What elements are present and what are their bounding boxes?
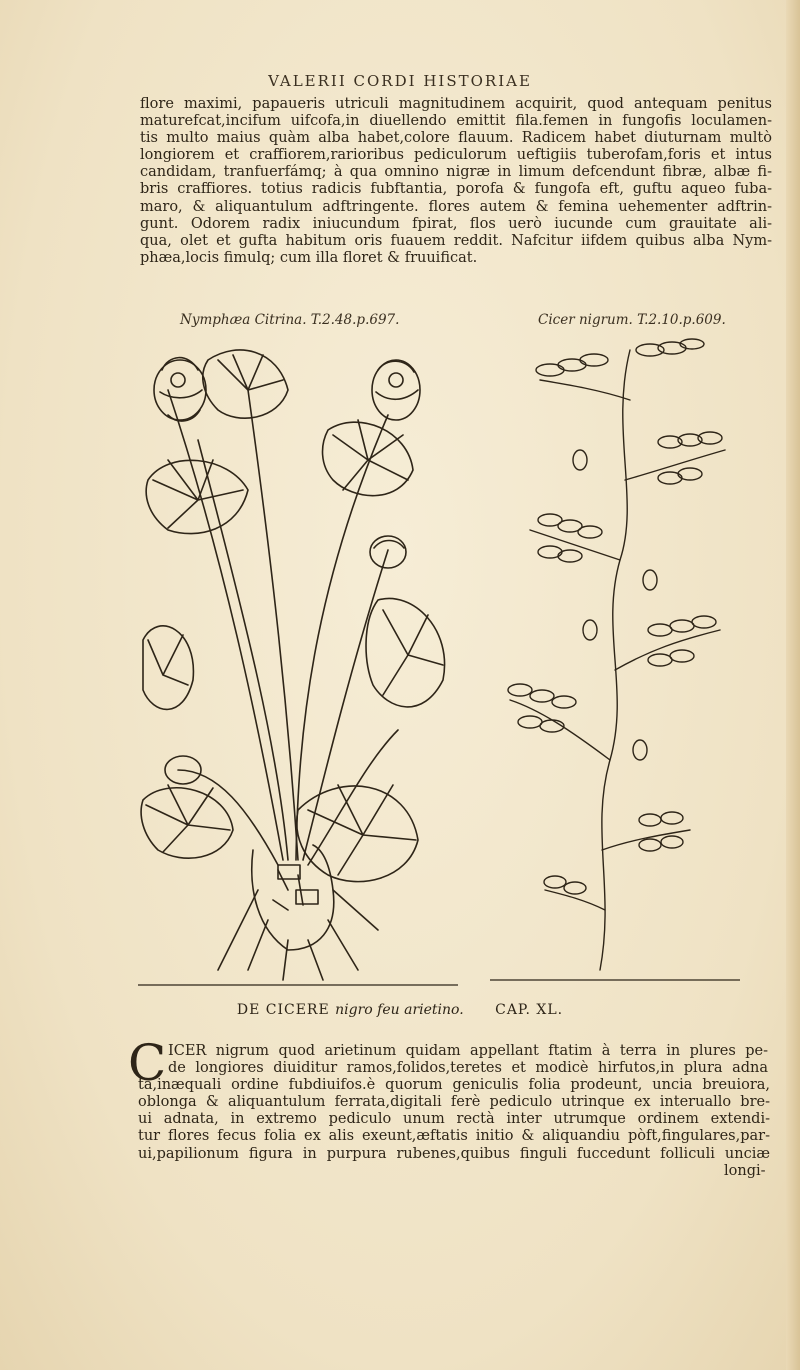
- text-line: ta,inæquali ordine fubdiuifos.è quorum geniculis folia prodeunt, uncia breuiora,: [138, 1077, 770, 1094]
- text-line: ui,papilionum figura in purpura rubenes,quibus finguli fuccedunt folliculi unciæ: [138, 1145, 770, 1162]
- root-mass: [218, 845, 378, 980]
- text-line: ui adnata, in extremo pediculo unum rectà inter utrumque ordinem extendi-: [138, 1111, 770, 1128]
- text-line: candidam, tranfuerfámq; à qua omnino nigræ in limum defcendunt fibræ, albæ fi-: [140, 164, 772, 181]
- text-line: qua, olet et gufta habitum oris fuauem reddit. Nafcitur iifdem quibus alba Nym-: [140, 232, 772, 249]
- catchword: longi-: [724, 1163, 766, 1179]
- chapter-title: DE CICERE: [236, 1002, 330, 1018]
- text-line: gunt. Odorem radix iniucundum fpirat, flos uerò iucunde cum grauitate ali-: [140, 215, 772, 232]
- paragraph-1: [140, 96, 772, 267]
- text-line: longiorem et craffiorem,rarioribus pediculorum ueftigiis tuberofam,foris et intus: [140, 147, 772, 164]
- text-line: maturefcat,incifum uifcofa,in diuellendo emittit fila.femen in fungofis loculamen-: [140, 113, 772, 130]
- text-line: maro, & aliquantulum adftringente. flores autem & femina uehementer adftrin-: [140, 198, 772, 215]
- decorated-initial: C: [128, 1034, 167, 1092]
- cicer-woodcut-illustration: [490, 330, 740, 985]
- running-head: VALERII CORDI HISTORIAE: [268, 72, 532, 90]
- leaf-cluster-middle: [508, 616, 716, 732]
- text-line: ICER nigrum quod arietinum quidam appellant ftatim à terra in plures pe-: [168, 1043, 768, 1059]
- figure-caption-right: Cicer nigrum. T.2.10.p.609.: [538, 312, 726, 328]
- figure-caption-left: Nymphæa Citrina. T.2.48.p.697.: [180, 312, 400, 328]
- text-line: phæa,locis fimulq; cum illa floret & fruuificat.: [140, 249, 478, 266]
- page-edge: [786, 0, 800, 1370]
- leaf-cluster-top: [536, 339, 704, 376]
- chapter-subtitle: nigro feu arietino.: [335, 1002, 464, 1018]
- chapter-number: CAP. XL.: [495, 1002, 564, 1018]
- seed-pods: [573, 450, 657, 760]
- text-line: flore maximi, papaueris utriculi magnitudinem acquirit, quod antequam penitus: [140, 96, 772, 112]
- text-line: tur flores fecus folia ex alis exeunt,æftatis initio & aliquandiu pòft,fingulares,par-: [138, 1128, 770, 1145]
- text-line: tis multo maius quàm alba habet,colore flauum. Radicem habet diuturnam multò: [140, 130, 772, 147]
- text-line: de longiores diuiditur ramos,folidos,teretes et modicè hirfutos,in plura adna: [168, 1060, 768, 1077]
- text-line: bris craffiores. totius radicis fubftantia, porofa & fungofa eft, guftu aqueo fuba-: [140, 181, 772, 198]
- text-line: oblonga & aliquantulum ferrata,digitali ferè pediculo utrinque ex interuallo bre-: [138, 1094, 770, 1111]
- flower-top-left: [154, 358, 206, 421]
- flower-top-right: [372, 360, 420, 420]
- paragraph-2: [138, 1043, 770, 1163]
- nymphaea-woodcut-illustration: [138, 330, 458, 990]
- chapter-heading: [0, 1002, 800, 1018]
- leaf-cluster-lower: [544, 812, 683, 894]
